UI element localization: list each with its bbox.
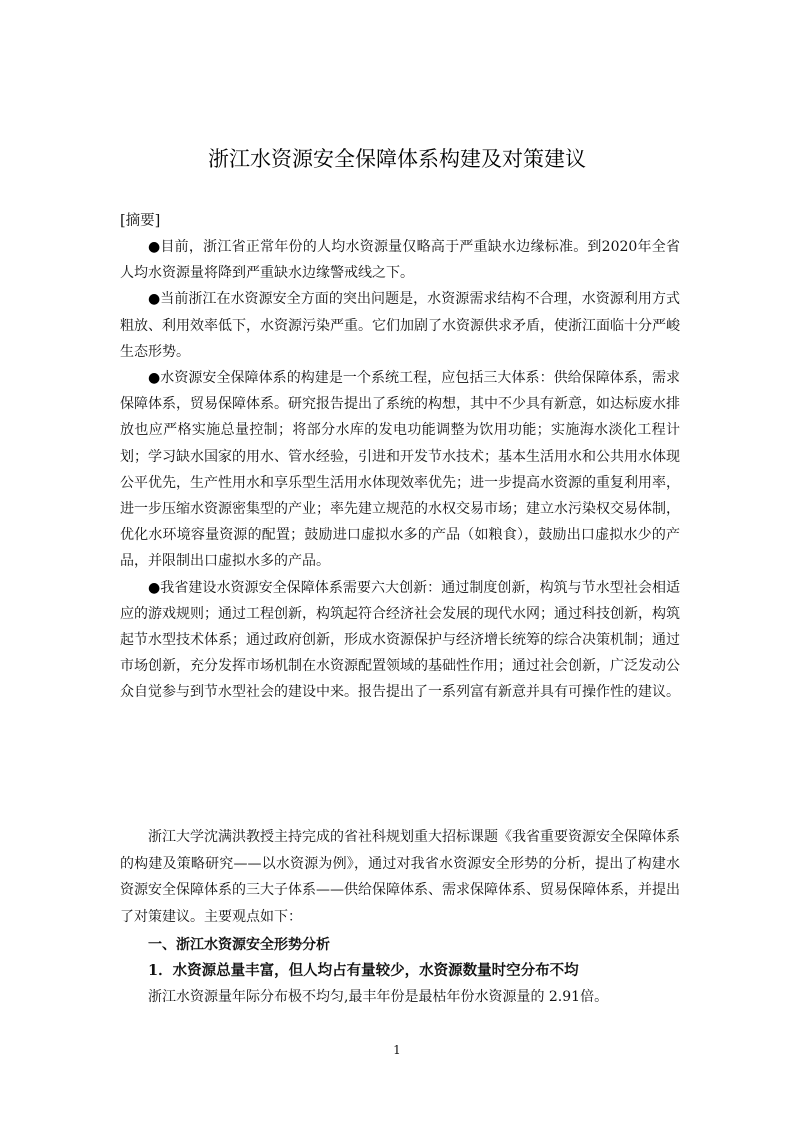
abstract-bullet — [120, 365, 680, 575]
document-title: 浙江水资源安全保障体系构建及对策建议 — [208, 147, 586, 171]
bullet-icon: ● — [148, 370, 161, 387]
abstract-bullet-text: 我省建设水资源安全保障体系需要六大创新：通过制度创新，构筑与节水型社会相适应的游戏规则；通过工程创新，构筑起符合经济社会发展的现代水网；通过科技创新，构筑起节水型技术体系；通过政府创新，形成水资源保护与经济增长统筹的综合决策机制；通过市场创新，充分发挥市场机制在水资源配置领域的基础性作用；通过社会创新，广泛发动公众自觉参与到节水型社会的建设中来。报告提出了一系列富有新意并具有可操作性的建议。 — [120, 579, 680, 701]
bullet-icon: ● — [148, 239, 161, 255]
section-heading: 一、浙江水资源安全形势分析 — [148, 937, 330, 953]
intro-paragraph: 浙江大学沈满洪教授主持完成的省社科规划重大招标课题《我省重要资源安全保障体系的构建及策略研究——以水资源为例》，通过对我省水资源安全形势的分析，提出了构建水资源安全保障体系的三大子体系——供给保障体系、需求保障体系、贸易保障体系，并提出了对策建议。主要观点如下： — [120, 829, 680, 925]
abstract-bullet — [120, 234, 680, 286]
page-number: 1 — [393, 1043, 401, 1057]
abstract-bullet — [120, 286, 680, 365]
abstract-bullet-text: 水资源安全保障体系的构建是一个系统工程，应包括三大体系：供给保障体系，需求保障体系，贸易保障体系。研究报告提出了系统的构想，其中不少具有新意，如达标废水排放也应严格实施总量控制；将部分水库的发电功能调整为饮用功能；实施海水淡化工程计划；学习缺水国家的用水、管水经验，引进和开发节水技术；基本生活用水和公共用水体现公平优先，生产性用水和享乐型生活用水体现效率优先；进一步提高水资源的重复利用率，进一步压缩水资源密集型的产业；率先建立规范的水权交易市场；建立水污染权交易体制，优化水环境容量资源的配置；鼓励进口虚拟水多的产品（如粮食），鼓励出口虚拟水少的产品，并限制出口虚拟水多的产品。 — [120, 370, 680, 570]
abstract-heading: [摘要] — [120, 213, 161, 229]
abstract-bullets — [120, 234, 680, 706]
bullet-icon: ● — [148, 579, 161, 596]
intro-paragraph-block — [120, 824, 680, 930]
abstract-bullet-text: 目前，浙江省正常年份的人均水资源量仅略高于严重缺水边缘标准。到2020年全省人均水资源量将降到严重缺水边缘警戒线之下。 — [120, 239, 680, 282]
abstract-bullet — [120, 575, 680, 706]
abstract-bullet-text: 当前浙江在水资源安全方面的突出问题是，水资源需求结构不合理，水资源利用方式粗放、利用效率低下，水资源污染严重。它们加剧了水资源供求矛盾，使浙江面临十分严峻生态形势。 — [120, 291, 680, 360]
body-paragraph: 浙江水资源量年际分布极不均匀,最丰年份是最枯年份水资源量的 2.91倍。 — [148, 989, 609, 1005]
subsection-heading: 1．水资源总量丰富，但人均占有量较少，水资源数量时空分布不均 — [148, 962, 579, 979]
bullet-icon: ● — [148, 291, 161, 308]
